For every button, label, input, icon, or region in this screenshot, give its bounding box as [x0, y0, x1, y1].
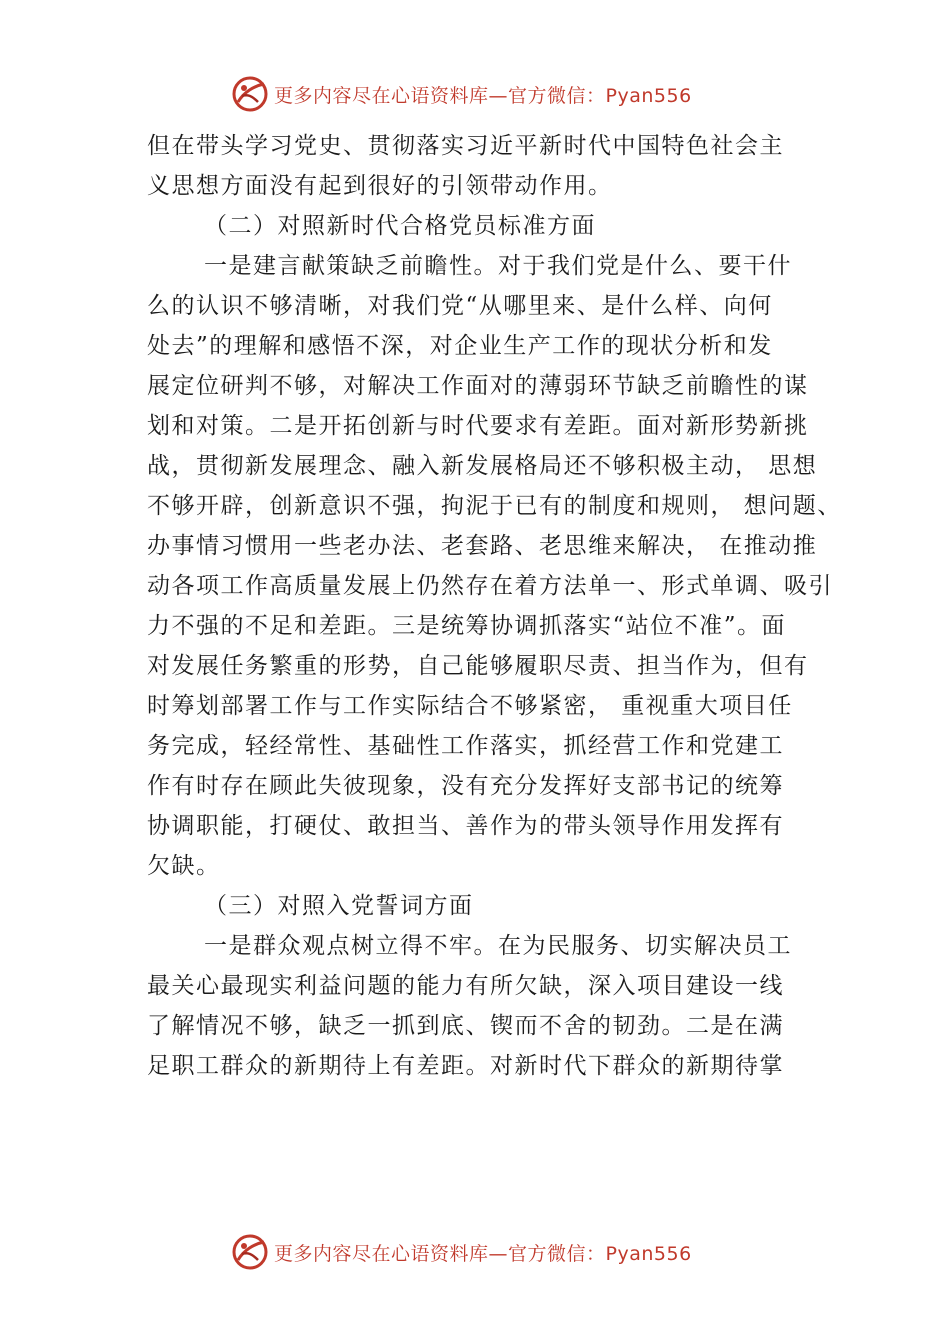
banner-text: 更多内容尽在心语资料库—官方微信：Pyan556 — [274, 1242, 692, 1265]
text-line: 时筹划部署工作与工作实际结合不够紧密， 重视重大项目任 — [147, 693, 793, 719]
text-line: （二）对照新时代合格党员标准方面 — [204, 213, 596, 239]
text-line: 但在带头学习党史、贯彻落实习近平新时代中国特色社会主 — [147, 133, 784, 159]
text-line: 协调职能，打硬仗、敢担当、善作为的带头领导作用发挥有 — [147, 813, 784, 839]
text-line: 欠缺。 — [147, 853, 221, 879]
logo-icon — [230, 1232, 270, 1272]
text-line: 不够开辟，创新意识不强，拘泥于已有的制度和规则， 想问题、 — [147, 493, 842, 519]
text-line: 了解情况不够，缺乏一抓到底、锲而不舍的韧劲。二是在满 — [147, 1013, 784, 1039]
logo-icon — [230, 74, 270, 114]
text-line: 动各项工作高质量发展上仍然存在着方法单一、形式单调、吸引 — [147, 573, 833, 599]
text-line: （三）对照入党誓词方面 — [204, 893, 474, 919]
text-line: 足职工群众的新期待上有差距。对新时代下群众的新期待掌 — [147, 1053, 784, 1079]
header-banner — [230, 74, 692, 114]
text-line: 划和对策。二是开拓创新与时代要求有差距。面对新形势新挑 — [147, 413, 809, 439]
text-line: 力不强的不足和差距。三是统筹协调抓落实“站位不准”。面 — [147, 613, 787, 639]
text-line: 对发展任务繁重的形势，自己能够履职尽责、担当作为，但有 — [147, 653, 809, 679]
text-line: 务完成，轻经常性、基础性工作落实，抓经营工作和党建工 — [147, 733, 784, 759]
text-line: 作有时存在顾此失彼现象，没有充分发挥好支部书记的统筹 — [147, 773, 784, 799]
text-line: 最关心最现实利益问题的能力有所欠缺，深入项目建设一线 — [147, 973, 784, 999]
text-line: 战，贯彻新发展理念、融入新发展格局还不够积极主动， 思想 — [147, 453, 818, 479]
footer-banner — [230, 1232, 692, 1272]
text-line: 办事情习惯用一些老办法、老套路、老思维来解决， 在推动推 — [147, 533, 818, 559]
text-line: 义思想方面没有起到很好的引领带动作用。 — [147, 173, 613, 199]
text-line: 一是群众观点树立得不牢。在为民服务、切实解决员工 — [204, 933, 792, 959]
text-line: 展定位研判不够，对解决工作面对的薄弱环节缺乏前瞻性的谋 — [147, 373, 809, 399]
text-line: 处去”的理解和感悟不深，对企业生产工作的现状分析和发 — [147, 333, 773, 359]
text-line: 么的认识不够清晰，对我们党“从哪里来、是什么样、向何 — [147, 293, 773, 319]
text-line: 一是建言献策缺乏前瞻性。对于我们党是什么、要干什 — [204, 253, 792, 279]
banner-text: 更多内容尽在心语资料库—官方微信：Pyan556 — [274, 84, 692, 107]
